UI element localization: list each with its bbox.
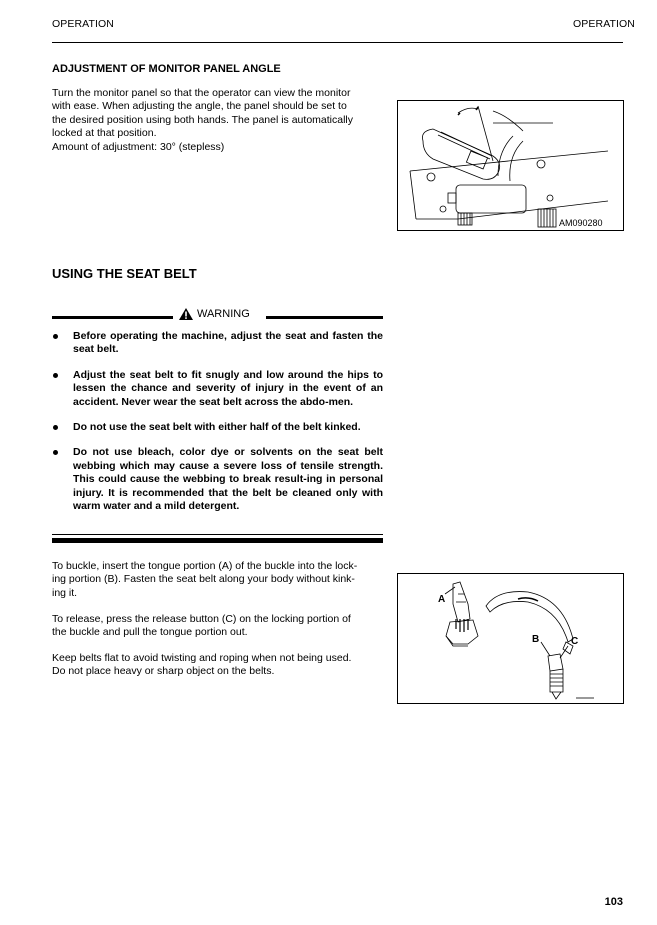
line: Turn the monitor panel so that the operator can view the monitor bbox=[52, 87, 351, 99]
seatbelt-section-title: USING THE SEAT BELT bbox=[52, 266, 197, 281]
line: To release, press the release button (C) on the locking portion of bbox=[52, 613, 351, 625]
warning-header bbox=[52, 308, 383, 324]
page-number: 103 bbox=[604, 896, 623, 908]
warning-list bbox=[52, 330, 383, 525]
monitor-section-title: ADJUSTMENT OF MONITOR PANEL ANGLE bbox=[52, 63, 281, 75]
line: Amount of adjustment: 30° (stepless) bbox=[52, 140, 225, 153]
warning-label bbox=[179, 308, 250, 320]
warning-item-text: Before operating the machine, adjust the seat and fasten the seat belt. bbox=[73, 330, 383, 356]
warning-item-text: Do not use bleach, color dye or solvents on the seat belt webbing which may cause a severe loss of tensile strength. This could cause the webbing to break result-ing in personal injury. It is recommended that the belt be cleaned only with warm water and a mild detergent. bbox=[73, 446, 383, 513]
header-left: OPERATION bbox=[52, 18, 114, 30]
warning-rule-right bbox=[266, 316, 383, 319]
warning-item bbox=[52, 369, 383, 409]
warning-item bbox=[52, 446, 383, 513]
line: the buckle and pull the tongue portion out. bbox=[52, 626, 248, 639]
seat-belt-illustration bbox=[398, 574, 623, 703]
bullet-dot bbox=[53, 373, 58, 378]
line: locked at that position. bbox=[52, 127, 157, 140]
figure-code-mark bbox=[576, 697, 594, 699]
line: To buckle, insert the tongue portion (A) of the buckle into the lock- bbox=[52, 560, 358, 572]
release-paragraph bbox=[52, 613, 383, 640]
line: the desired position using both hands. The panel is automatically bbox=[52, 113, 353, 126]
header-rule bbox=[52, 42, 623, 43]
warning-rule-left bbox=[52, 316, 173, 319]
line: with ease. When adjusting the angle, the panel should be set to bbox=[52, 100, 347, 113]
warning-item-text: Do not use the seat belt with either half of the belt kinked. bbox=[73, 421, 361, 434]
label-b: B bbox=[532, 634, 540, 645]
care-paragraph bbox=[52, 652, 383, 679]
warning-item bbox=[52, 421, 383, 434]
monitor-paragraph bbox=[52, 87, 383, 154]
label-c: C bbox=[571, 636, 579, 647]
line: Do not place heavy or sharp object on the belts. bbox=[52, 665, 275, 678]
monitor-panel-figure bbox=[397, 100, 624, 231]
warning-triangle-icon bbox=[179, 308, 193, 320]
line: ing portion (B). Fasten the seat belt along your body without kink- bbox=[52, 573, 355, 586]
label-a: A bbox=[438, 594, 446, 605]
figure-code: AM090280 bbox=[559, 218, 603, 228]
bullet-dot bbox=[53, 450, 58, 455]
warning-text: WARNING bbox=[197, 308, 250, 320]
monitor-panel-illustration bbox=[398, 101, 623, 230]
line: ing it. bbox=[52, 586, 78, 599]
seat-belt-figure bbox=[397, 573, 624, 704]
header-right: OPERATION bbox=[573, 18, 635, 30]
bullet-dot bbox=[53, 425, 58, 430]
buckle-paragraph bbox=[52, 560, 383, 600]
warning-end-rule-thick bbox=[52, 538, 383, 543]
line: Keep belts flat to avoid twisting and roping when not being used. bbox=[52, 652, 352, 664]
warning-end-rule-thin bbox=[52, 534, 383, 535]
bullet-dot bbox=[53, 334, 58, 339]
warning-item-text: Adjust the seat belt to fit snugly and low around the hips to lessen the chance and severity of injury in the event of an accident. Never wear the seat belt across the abdo-men. bbox=[73, 368, 383, 408]
warning-item bbox=[52, 330, 383, 357]
